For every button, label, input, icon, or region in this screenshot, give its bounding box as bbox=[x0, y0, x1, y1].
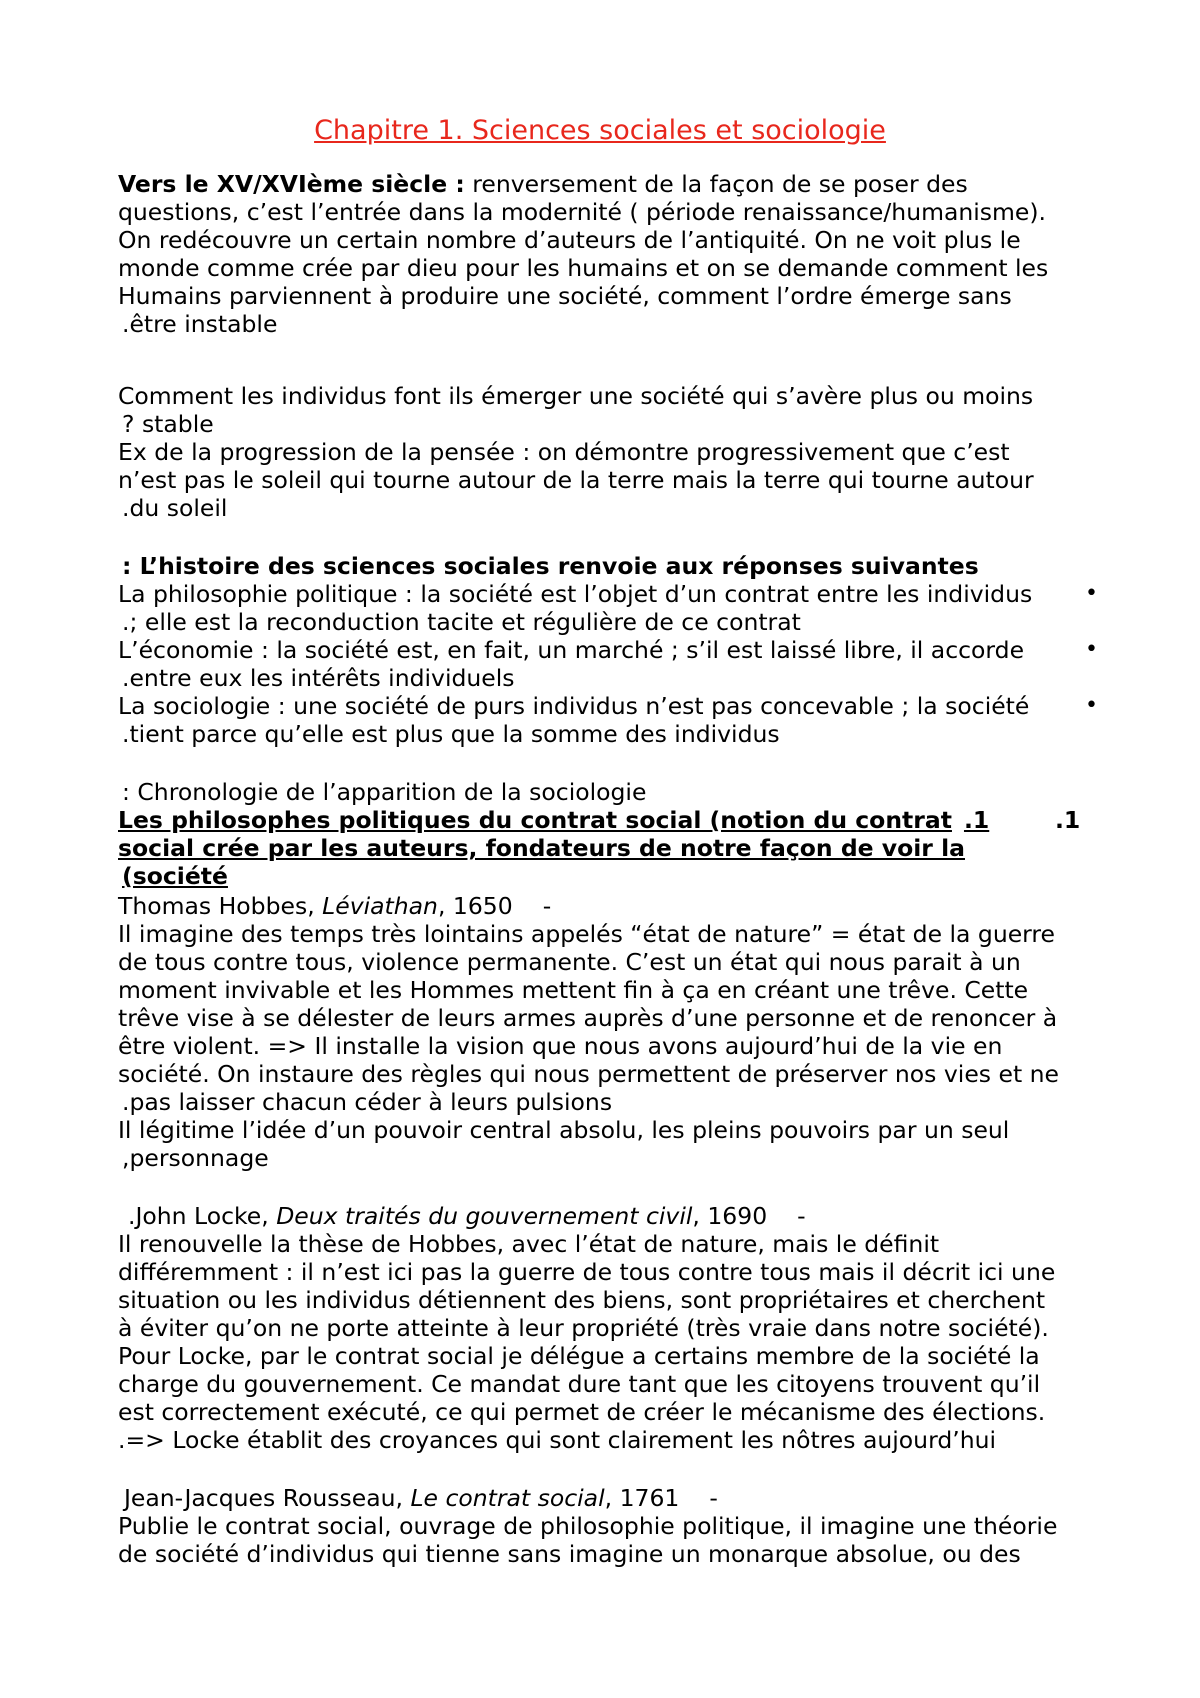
intro-line-1 bbox=[118, 170, 968, 198]
hobbes-line-1: Il imagine des temps très lointains appelés “état de nature” = état de la guerre bbox=[118, 920, 1056, 948]
chronology-heading: : Chronologie de l’apparition de la sociologie bbox=[122, 778, 647, 806]
locke-line-6: charge du gouvernement. Ce mandat dure tant que les citoyens trouvent qu’il bbox=[118, 1370, 1041, 1398]
intro-line-2: questions, c’est l’entrée dans la modernité ( période renaissance/humanisme). bbox=[118, 198, 1047, 226]
locke-line-4: à éviter qu’on ne porte atteinte à leur propriété (très vraie dans notre société). bbox=[118, 1314, 1049, 1342]
bullet-3-marker: • bbox=[1085, 693, 1098, 718]
question-line-3: Ex de la progression de la pensée : on démontre progressivement que c’est bbox=[118, 438, 1010, 466]
locke-line-8: .=> Locke établit des croyances qui sont clairement les nôtres aujourd’hui bbox=[118, 1426, 997, 1454]
rousseau-dash: - bbox=[709, 1484, 718, 1512]
locke-line-2: différemment : il n’est ici pas la guerre de tous contre tous mais il décrit ici une bbox=[118, 1258, 1056, 1286]
question-line-4: n’est pas le soleil qui tourne autour de la terre mais la terre qui tourne autour bbox=[118, 466, 1034, 494]
question-line-2: ? stable bbox=[122, 410, 214, 438]
hobbes-year: , 1650 bbox=[437, 892, 513, 920]
section-1-list-number: .1 bbox=[1055, 806, 1081, 834]
hobbes-work: Léviathan bbox=[322, 892, 438, 920]
bullet-3-line-1: La sociologie : une société de purs individus n’est pas concevable ; la société bbox=[118, 692, 1030, 720]
bullet-1-line-2: .; elle est la reconduction tacite et régulière de ce contrat bbox=[122, 608, 801, 636]
bullet-2-line-1: L’économie : la société est, en fait, un marché ; s’il est laissé libre, il accorde bbox=[118, 636, 1025, 664]
bullet-3-line-2: .tient parce qu’elle est plus que la somme des individus bbox=[122, 720, 780, 748]
hobbes-line-4: trêve vise à se délester de leurs armes auprès d’une personne et de renoncer à bbox=[118, 1004, 1058, 1032]
intro-line-4: monde comme crée par dieu pour les humains et on se demande comment les bbox=[118, 254, 1049, 282]
hobbes-line-9: ,personnage bbox=[122, 1144, 269, 1172]
question-line-1: Comment les individus font ils émerger une société qui s’avère plus ou moins bbox=[118, 382, 1034, 410]
bullet-2-marker: • bbox=[1085, 637, 1098, 662]
hobbes-dash: - bbox=[542, 892, 552, 920]
locke-year: , 1690 bbox=[692, 1202, 768, 1230]
locke-work: Deux traités du gouvernement civil bbox=[276, 1202, 693, 1230]
section-1-number: .1 bbox=[963, 806, 990, 834]
locke-line-1: Il renouvelle la thèse de Hobbes, avec l’état de nature, mais le définit bbox=[118, 1230, 940, 1258]
section-1-heading-text: Les philosophes politiques du contrat social (notion du contrat bbox=[118, 806, 952, 834]
locke-dash: - bbox=[797, 1202, 806, 1230]
chapter-title: Chapitre 1. Sciences sociales et sociologie bbox=[314, 115, 886, 146]
hobbes-line-5: être violent. => Il installe la vision que nous avons aujourd’hui de la vie en bbox=[118, 1032, 1003, 1060]
hobbes-line-3: moment invivable et les Hommes mettent fin à ça en créant une trêve. Cette bbox=[118, 976, 1029, 1004]
intro-line-5: Humains parviennent à produire une société, comment l’ordre émerge sans bbox=[118, 282, 1012, 310]
section-1-heading-line-2: social crée par les auteurs, fondateurs de notre façon de voir la bbox=[118, 834, 965, 862]
locke-author: .John Locke, bbox=[128, 1202, 277, 1230]
section-1-heading-line-1 bbox=[118, 806, 989, 834]
rousseau-line-2: de société d’individus qui tienne sans imagine un monarque absolue, ou des bbox=[118, 1540, 1021, 1568]
locke-line-3: situation ou les individus détiennent des biens, sont propriétaires et cherchent bbox=[118, 1286, 1046, 1314]
hobbes-reference bbox=[118, 892, 551, 920]
intro-line-1-rest: renversement de la façon de se poser des bbox=[464, 170, 968, 198]
question-line-5: .du soleil bbox=[122, 494, 228, 522]
section-1-heading-line-3: (société bbox=[122, 862, 228, 890]
rousseau-work: Le contrat social bbox=[410, 1484, 605, 1512]
bullet-1-marker: • bbox=[1085, 581, 1098, 606]
rousseau-line-1: Publie le contrat social, ouvrage de philosophie politique, il imagine une théorie bbox=[118, 1512, 1058, 1540]
hobbes-line-2: de tous contre tous, violence permanente. C’est un état qui nous parait à un bbox=[118, 948, 1021, 976]
rousseau-reference bbox=[124, 1484, 718, 1512]
bullet-1-line-1: La philosophie politique : la société est l’objet d’un contrat entre les individus bbox=[118, 580, 1033, 608]
history-heading: : L’histoire des sciences sociales renvoie aux réponses suivantes bbox=[122, 552, 979, 580]
locke-reference bbox=[128, 1202, 806, 1230]
intro-line-6: .être instable bbox=[122, 310, 278, 338]
rousseau-author: Jean-Jacques Rousseau, bbox=[124, 1484, 411, 1512]
intro-label: Vers le XV/XVIème siècle : bbox=[118, 170, 465, 198]
hobbes-line-7: .pas laisser chacun céder à leurs pulsions bbox=[122, 1088, 613, 1116]
locke-line-7: est correctement exécuté, ce qui permet de créer le mécanisme des élections. bbox=[118, 1398, 1046, 1426]
rousseau-year: , 1761 bbox=[604, 1484, 680, 1512]
hobbes-line-8: Il légitime l’idée d’un pouvoir central absolu, les pleins pouvoirs par un seul bbox=[118, 1116, 1010, 1144]
bullet-2-line-2: .entre eux les intérêts individuels bbox=[122, 664, 515, 692]
locke-line-5: Pour Locke, par le contrat social je délégue a certains membre de la société la bbox=[118, 1342, 1040, 1370]
intro-line-3: On redécouvre un certain nombre d’auteurs de l’antiquité. On ne voit plus le bbox=[118, 226, 1021, 254]
hobbes-author: Thomas Hobbes, bbox=[118, 892, 323, 920]
hobbes-line-6: société. On instaure des règles qui nous permettent de préserver nos vies et ne bbox=[118, 1060, 1059, 1088]
